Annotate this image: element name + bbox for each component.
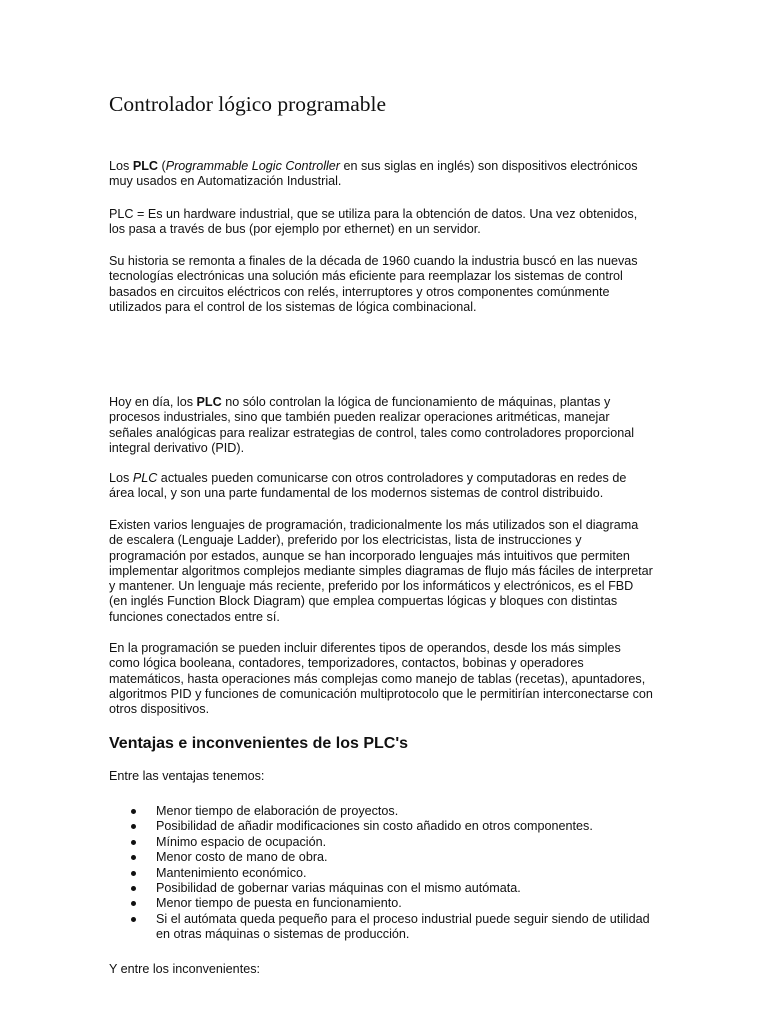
italic-text: Programmable Logic Controller xyxy=(165,159,340,173)
paragraph-languages: Existen varios lenguajes de programación, tradicionalmente los más utilizados son el diagrama de escalera (Lenguaje Ladder), preferido por los electricistas, lista de instrucciones y programación por estados, aunque se han incorporado lenguajes más intuitivos que permiten implementar algoritmos complejos mediante simples diagramas de flujo más fáciles de interpretar y mantener. Un lenguaje más reciente, preferido por los informáticos y electrónicos, es el FBD (en inglés Function Block Diagram) que emplea compuertas lógicas y bloques con distintas funciones conectados entre sí. xyxy=(109,518,653,624)
bold-text: PLC xyxy=(132,159,158,173)
paragraph-today xyxy=(109,395,654,456)
paragraph-disadvantages-intro: Y entre los inconvenientes: xyxy=(109,962,260,976)
paragraph-advantages-intro: Entre las ventajas tenemos: xyxy=(109,769,265,783)
list-item xyxy=(109,819,654,834)
list-item-text: Si el autómata queda pequeño para el proceso industrial puede seguir siendo de utilidad en otras máquinas o sistemas de producción. xyxy=(156,911,650,942)
list-item-text: Mínimo espacio de ocupación. xyxy=(156,834,327,849)
list-item xyxy=(109,912,654,943)
text-run: en sus siglas en inglés) son dispositivos electrónicos muy usados en Automatización Industrial. xyxy=(109,159,638,189)
text-run: Los xyxy=(109,471,133,485)
list-item xyxy=(109,866,654,881)
list-item-text: Menor costo de mano de obra. xyxy=(156,850,328,865)
italic-text: PLC xyxy=(132,471,158,485)
advantages-list xyxy=(109,804,654,943)
bullet-icon xyxy=(131,855,136,860)
bullet-icon xyxy=(131,840,136,845)
bullet-icon xyxy=(131,901,136,906)
paragraph-intro xyxy=(109,159,654,190)
paragraph-history: Su historia se remonta a finales de la década de 1960 cuando la industria buscó en las nuevas tecnologías electrónicas una solución más eficiente para reemplazar los sistemas de control basados en circuitos eléctricos con relés, interruptores y otros componentes comúnmente utilizados para el control de los sistemas de lógica combinacional. xyxy=(109,254,638,314)
text-run: actuales pueden comunicarse con otros controladores y computadoras en redes de área local, y son una parte fundamental de los modernos sistemas de control distribuido. xyxy=(109,471,627,501)
list-item-text: Menor tiempo de elaboración de proyectos. xyxy=(156,804,399,818)
text-run: ( xyxy=(158,159,166,173)
list-item-text: Mantenimiento económico. xyxy=(156,865,307,880)
bullet-icon xyxy=(131,886,136,891)
list-item xyxy=(109,896,654,911)
document-title: Controlador lógico programable xyxy=(109,92,387,116)
bullet-icon xyxy=(131,917,136,922)
paragraph-definition: PLC = Es un hardware industrial, que se utiliza para la obtención de datos. Una vez obtenidos, los pasa a través de bus (por ejemplo por ethernet) en un servidor. xyxy=(109,207,638,237)
list-item xyxy=(109,835,654,850)
section-heading-advantages: Ventajas e inconvenientes de los PLC's xyxy=(109,735,409,752)
list-item-text: Menor tiempo de puesta en funcionamiento. xyxy=(156,896,402,911)
text-run: Hoy en día, los xyxy=(109,395,197,409)
list-item-text: Posibilidad de añadir modificaciones sin costo añadido en otros componentes. xyxy=(156,819,593,834)
bullet-icon xyxy=(131,871,136,876)
list-item xyxy=(109,804,654,819)
list-item-text: Posibilidad de gobernar varias máquinas con el mismo autómata. xyxy=(156,881,521,896)
text-run: no sólo controlan la lógica de funcionamiento de máquinas, plantas y procesos industriales, sino que también pueden realizar operaciones aritméticas, manejar señales analógicas para realizar estrategias de control, tales como controladores proporcional integral derivativo (PID). xyxy=(109,395,635,455)
paragraph-operands: En la programación se pueden incluir diferentes tipos de operandos, desde los más simples como lógica booleana, contadores, temporizadores, contactos, bobinas y operadores matemáticos, hasta operaciones más complejas como manejo de tablas (recetas), apuntadores, algoritmos PID y funciones de comunicación multiprotocolo que le permitirían interconectarse con otros dispositivos. xyxy=(109,641,653,717)
text-run: Los xyxy=(109,159,133,173)
paragraph-networks xyxy=(109,471,654,502)
bold-text: PLC xyxy=(196,395,222,409)
bullet-icon xyxy=(131,824,136,829)
list-item xyxy=(109,881,654,896)
list-item xyxy=(109,850,654,865)
bullet-icon xyxy=(131,809,136,814)
